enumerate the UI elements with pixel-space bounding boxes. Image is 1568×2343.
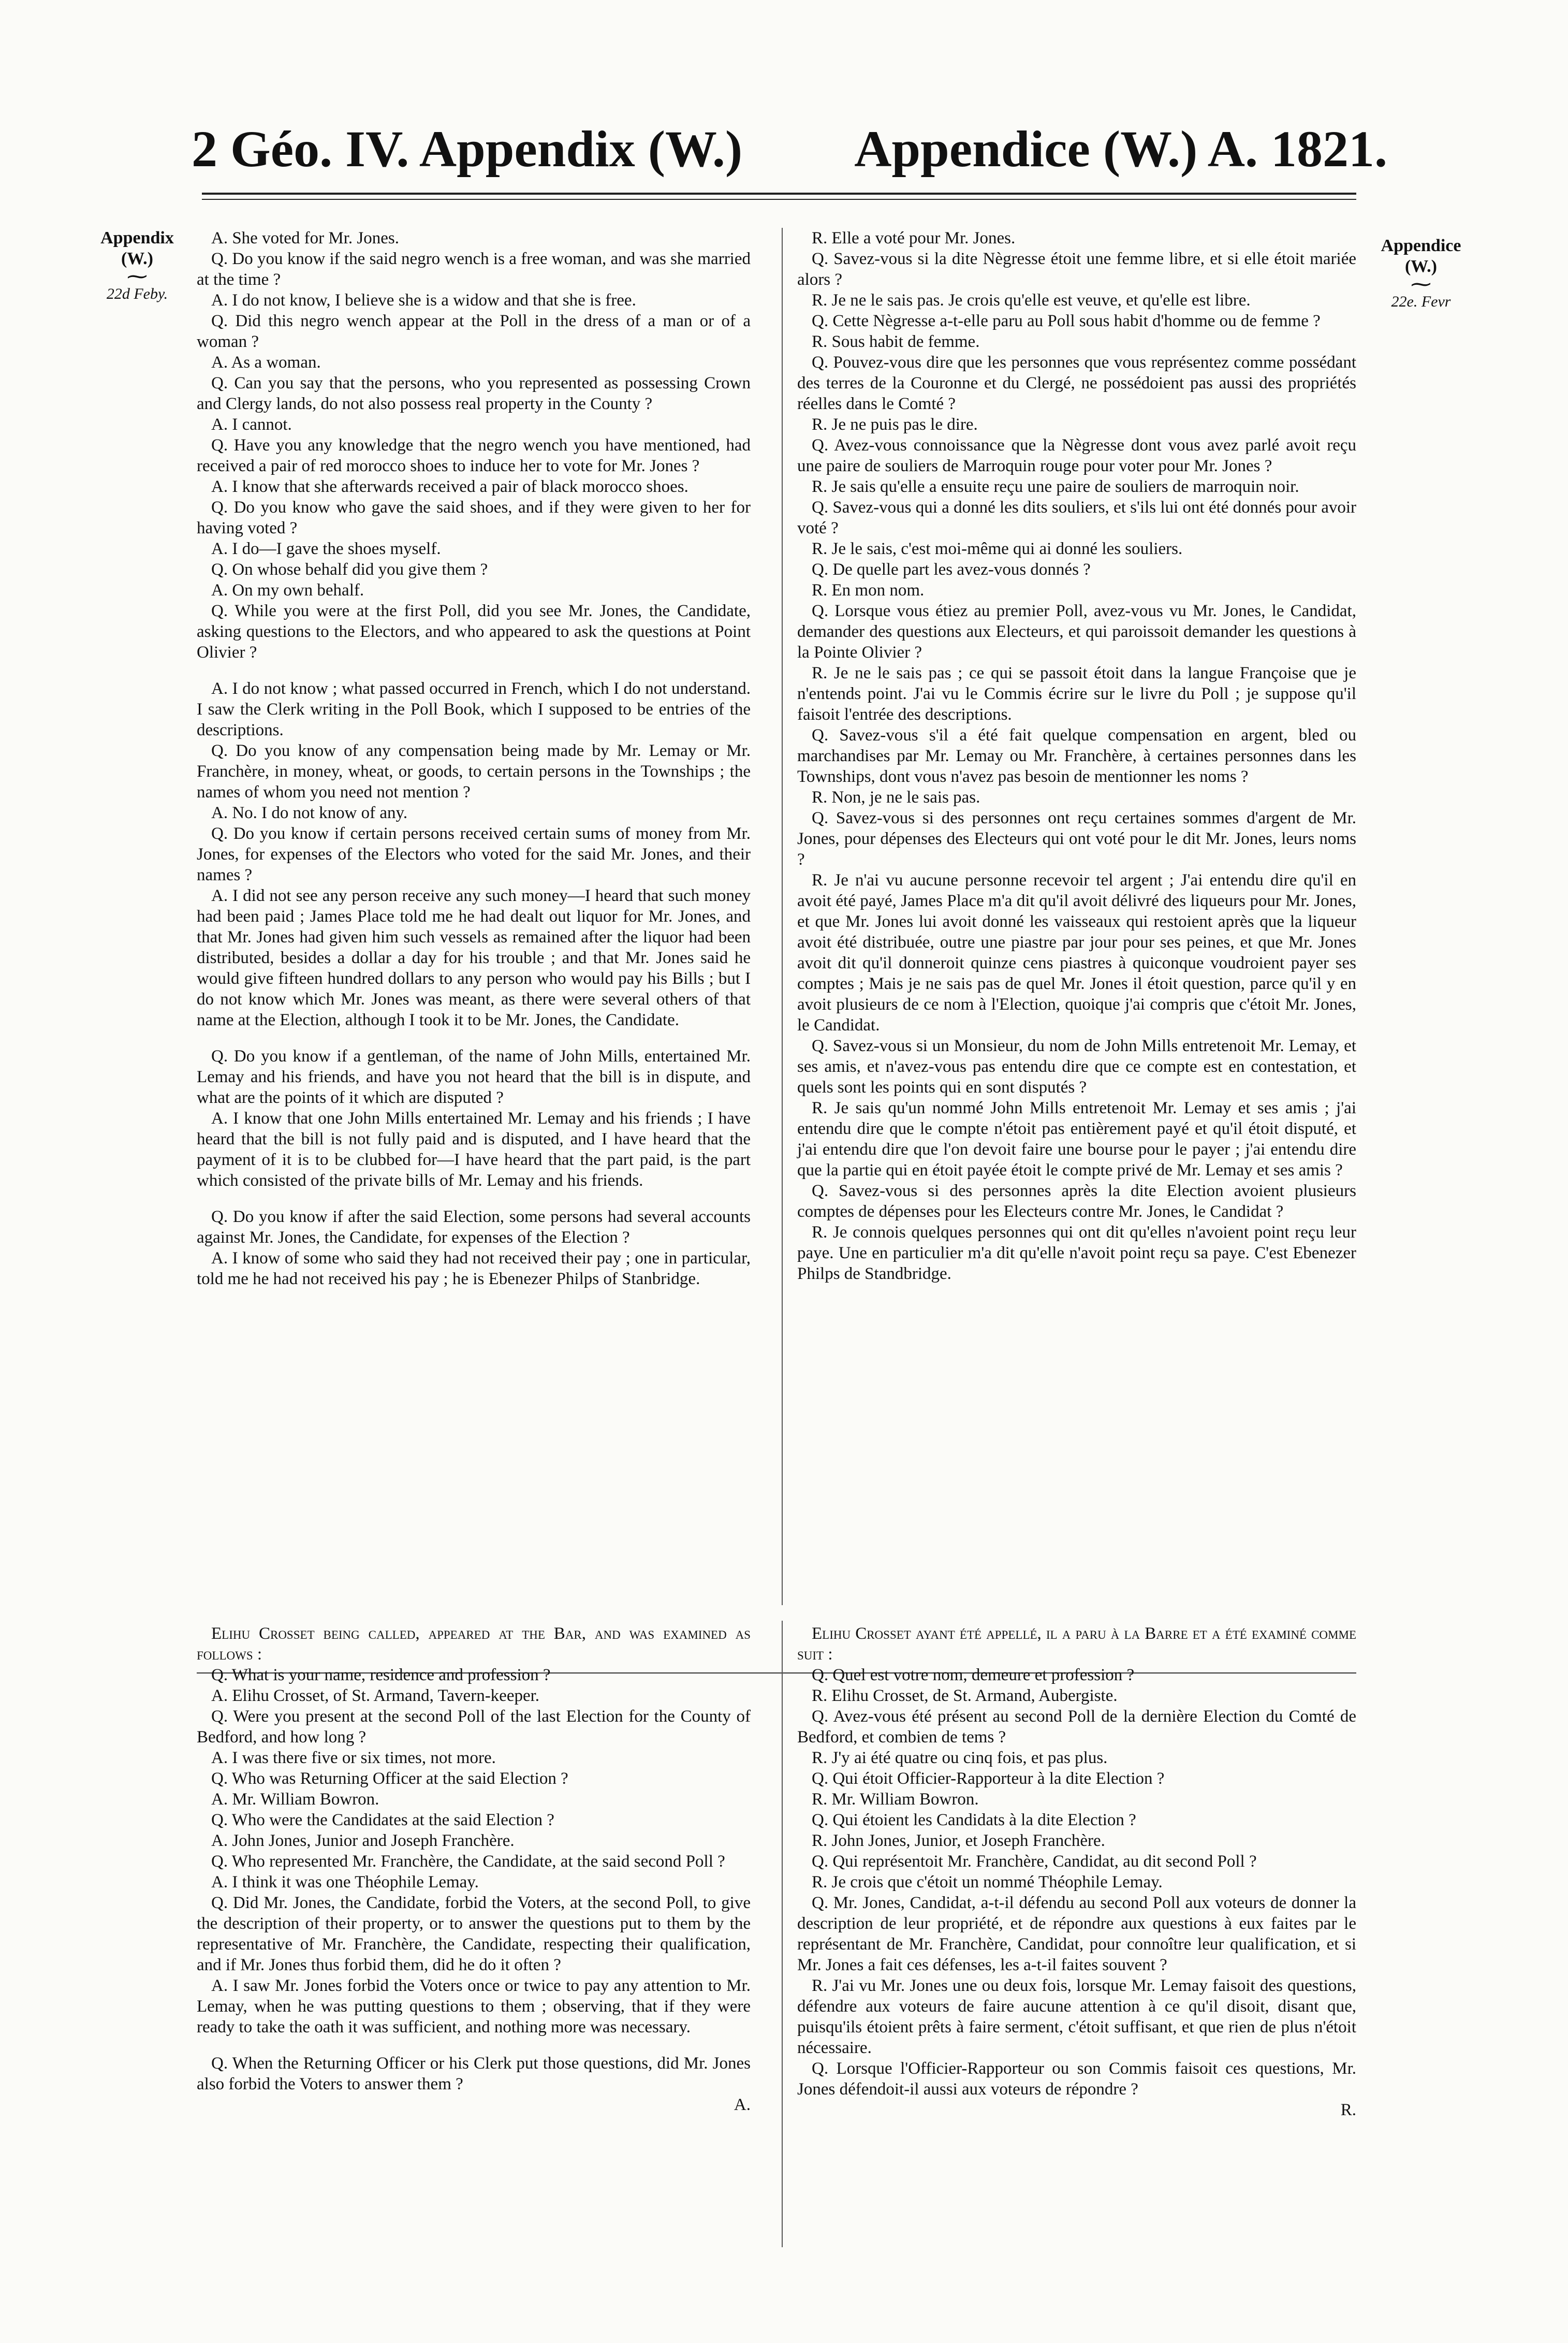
margin-left-title: Appendix [100,228,174,248]
paragraph: Q. When the Returning Officer or his Clerk put those questions, did Mr. Jones also forbid the Voters to answer them ? [197,2054,751,2093]
paragraph: R. Elihu Crosset, de St. Armand, Aubergiste. [812,1686,1118,1705]
paragraph: Q. Do you know who gave the said shoes, and if they were given to her for having voted ? [197,498,751,537]
paragraph: Q. Who were the Candidates at the said Election ? [211,1811,554,1829]
paragraph: R. Je ne puis pas le dire. [812,415,978,434]
paragraph: R. J'y ai été quatre ou cinq fois, et pas plus. [812,1749,1108,1767]
paragraph: Q. Lorsque l'Officier-Rapporteur ou son Commis faisoit ces questions, Mr. Jones défendoit-il aussi aux voteurs de répondre ? [797,2059,1356,2099]
swash-ornament-icon: ⁓ [1411,272,1431,296]
margin-note-right [1361,236,1481,312]
paragraph: Q. Qui étoit Officier-Rapporteur à la dite Election ? [812,1769,1165,1788]
paragraph: A. I saw Mr. Jones forbid the Voters once or twice to pay any attention to Mr. Lemay, when he was putting questions to them ; observing, that if they were ready to take the oath it was sufficient, and nothing more was necessary. [197,1976,751,2036]
header-rule-bottom [202,199,1356,200]
paragraph: R. Je sais qu'un nommé John Mills entretenoit Mr. Lemay et ses amis ; j'ai entendu dire que le compte n'étoit pas entièrement payé et qu'il étoit disputé, et j'ai entendu dire que l'on devoit faire une bourse pour le payer ; j'ai entendu dire que la partie qui en étoit payée étoit le compte privé de Mr. Lemay et ses amis ? [797,1099,1356,1180]
paragraph: A. I do not know, I believe she is a widow and that she is free. [211,291,636,310]
paragraph: A. Elihu Crosset, of St. Armand, Tavern-keeper. [211,1686,540,1705]
paragraph: A. John Jones, Junior and Joseph Franchère. [211,1831,515,1850]
paragraph: Q. Mr. Jones, Candidat, a-t-il défendu au second Poll aux voteurs de donner la description de leur propriété, et de répondre aux questions à eux faites par le représentant de Mr. Franchère, Candidat, pour connoître leur qualification, et si Mr. Jones a fait ces défenses, les a-t-il faites souvent ? [797,1894,1356,1974]
paragraph: A. I cannot. [211,415,292,434]
english-column-bottom [197,1623,751,2115]
paragraph: R. Je ne le sais pas ; ce qui se passoit étoit dans la langue Françoise que je n'entends point. J'ai vu le Commis écrire sur le livre du Poll ; je suppose qu'il faisoit l'entrée des descriptions. [797,664,1356,724]
paragraph: R. J'ai vu Mr. Jones une ou deux fois, lorsque Mr. Lemay faisoit des questions, défendre aux voteurs de faire aucune attention à ce qu'il disoit, disant que, puisqu'ils étoient prêts à faire serment, c'étoit suffisant, et que rien de plus n'étoit nécessaire. [797,1976,1356,2057]
margin-right-date: 22e. Fevr [1391,293,1451,310]
french-column-top [797,228,1356,1284]
paragraph: R. Sous habit de femme. [812,332,980,351]
paragraph-spacer [197,1030,751,1046]
catchword: A. [734,2095,751,2114]
paragraph: A. No. I do not know of any. [211,804,408,822]
paragraph: Q. While you were at the first Poll, did you see Mr. Jones, the Candidate, asking questions to the Electors, and who appeared to ask the questions at Point Olivier ? [197,602,751,662]
paragraph: A. As a woman. [211,353,321,372]
paragraph: Q. Pouvez-vous dire que les personnes que vous représentez comme possédant des terres de la Couronne et du Clergé, ne possédoient pas aussi des propriétés réelles dans le Comté ? [797,353,1356,413]
margin-note-left [83,228,192,304]
paragraph: Q. Have you any knowledge that the negro wench you have mentioned, had received a pair of red morocco shoes to induce her to vote for Mr. Jones ? [197,436,751,475]
french-column-bottom [797,1623,1356,2120]
paragraph: A. I think it was one Théophile Lemay. [211,1873,479,1891]
margin-right-sub: (W.) [1404,257,1438,276]
header-right: Appendice (W.) A. 1821. [854,120,1387,178]
swash-ornament-icon: ⁓ [127,265,148,288]
paragraph: A. I know that she afterwards received a pair of black morocco shoes. [211,477,688,496]
paragraph: A. I do—I gave the shoes myself. [211,540,441,558]
paragraph: Q. Can you say that the persons, who you represented as possessing Crown and Clergy lands, do not also possess real property in the County ? [197,374,751,413]
margin-left-date: 22d Feby. [106,285,168,302]
paragraph: A. I do not know ; what passed occurred in French, which I do not understand. I saw the Clerk writing in the Poll Book, which I supposed to be entries of the descriptions. [197,679,751,739]
paragraph: Q. Did this negro wench appear at the Poll in the dress of a man or of a woman ? [197,312,751,351]
paragraph: A. On my own behalf. [211,581,364,600]
paragraph: Q. Lorsque vous étiez au premier Poll, avez-vous vu Mr. Jones, le Candidat, demander des questions aux Electeurs, et qui paroissoit demander les questions à la Pointe Olivier ? [797,602,1356,662]
paragraph: Q. Do you know of any compensation being made by Mr. Lemay or Mr. Franchère, in money, wheat, or goods, to certain persons in the Townships ; the names of whom you need not mention ? [197,741,751,802]
paragraph: Q. Who represented Mr. Franchère, the Candidate, at the said second Poll ? [211,1852,725,1871]
column-divider-top [782,228,783,1605]
paragraph: R. Je n'ai vu aucune personne recevoir tel argent ; J'ai entendu dire qu'il en avoit été payé, James Place m'a dit qu'il avoit délivré des liqueurs pour Mr. Jones, et que Mr. Jones lui avoit donné les vaisseaux qui restoient après que la liqueur avoit été distribuée, outre une piastre par jour pour ses peines, et que Mr. Jones avoit dit qu'il donneroit quinze cens piastres à quiconque voudroient payer ses comptes ; Mais je ne sais pas de quel Mr. Jones il étoit question, parce qu'il y en avoit plusieurs de ce nom à l'Election, quoique j'ai compris que c'étoit Mr. Jones, le Candidat. [797,871,1356,1035]
paragraph: Q. De quelle part les avez-vous donnés ? [812,560,1091,579]
paragraph: R. Elle a voté pour Mr. Jones. [812,229,1016,248]
paragraph: Q. Savez-vous si des personnes ont reçu certaines sommes d'argent de Mr. Jones, pour dépenses des Electeurs qui ont voté pour le dit Mr. Jones, leurs noms ? [797,809,1356,869]
paragraph: Q. Avez-vous été présent au second Poll de la dernière Election du Comté de Bedford, et combien de tems ? [797,1707,1356,1747]
paragraph: Q. Savez-vous si un Monsieur, du nom de John Mills entretenoit Mr. Lemay, et ses amis, et n'avez-vous pas entendu dire que ce compte est en contestation, et quels sont les points qui en sont disputés ? [797,1037,1356,1097]
paragraph: Q. Were you present at the second Poll of the last Election for the County of Bedford, and how long ? [197,1707,751,1747]
margin-right-title: Appendice [1381,236,1461,255]
paragraph: Q. Savez-vous qui a donné les dits souliers, et s'ils lui ont été donnés pour avoir voté ? [797,498,1356,537]
paragraph: R. John Jones, Junior, et Joseph Franchère. [812,1831,1105,1850]
paragraph: R. Je ne le sais pas. Je crois qu'elle est veuve, et qu'elle est libre. [812,291,1251,310]
paragraph: Q. Did Mr. Jones, the Candidate, forbid the Voters, at the second Poll, to give the description of their property, or to answer the questions put to them by the representative of Mr. Franchère, the Candidate, respecting their qualification, and if Mr. Jones thus forbid them, did he do it often ? [197,1894,751,1974]
paragraph: A. I was there five or six times, not more. [211,1749,496,1767]
paragraph: A. I did not see any person receive any such money—I heard that such money had been paid ; James Place told me he had dealt out liquor for Mr. Jones, and that Mr. Jones had given him such vessels as remained after the liquor had been distributed, besides a dollar a day for his trouble ; and that Mr. Jones said he would give fifteen hundred dollars to any person who would pay his Bills ; but I do not know which Mr. Jones was meant, as there were several others of that name at the Election, although I took it to be Mr. Jones, the Candidate. [197,886,751,1029]
paragraph: R. Je sais qu'elle a ensuite reçu une paire de souliers de marroquin noir. [812,477,1299,496]
paragraph: Q. Do you know if certain persons received certain sums of money from Mr. Jones, for expenses of the Electors who voted for the said Mr. Jones, and their names ? [197,824,751,884]
paragraph: R. Je le sais, c'est moi-même qui ai donné les souliers. [812,540,1183,558]
paragraph: Elihu Crosset ayant été appellé, il a paru à la Barre et a été examiné comme suit : [797,1624,1356,1664]
paragraph: Q. Qui étoient les Candidats à la dite Election ? [812,1811,1136,1829]
paragraph: A. I know that one John Mills entertained Mr. Lemay and his friends ; I have heard that the bill is not fully paid and is disputed, and I have heard that the payment of it is to be clubbed for—I have heard that the part paid, is the part which consisted of the private bills of Mr. Lemay and his friends. [197,1109,751,1190]
paragraph: Q. Do you know if a gentleman, of the name of John Mills, entertained Mr. Lemay and his friends, and have you not heard that the bill is in dispute, and what are the points of it which are disputed ? [197,1047,751,1107]
paragraph: Q. Do you know if the said negro wench is a free woman, and was she married at the time ? [197,250,751,289]
paragraph: Q. Avez-vous connoissance que la Nègresse dont vous avez parlé avoit reçu une paire de souliers de Marroquin rouge pour voter pour Mr. Jones ? [797,436,1356,475]
paragraph: Q. Qui représentoit Mr. Franchère, Candidat, au dit second Poll ? [812,1852,1257,1871]
paragraph: Q. Do you know if after the said Election, some persons had several accounts against Mr. Jones, the Candidate, for expenses of the Election ? [197,1207,751,1247]
paragraph-spacer [197,1191,751,1206]
paragraph-spacer [197,663,751,678]
paragraph: Q. On whose behalf did you give them ? [211,560,488,579]
paragraph: Q. Cette Nègresse a-t-elle paru au Poll sous habit d'homme ou de femme ? [812,312,1321,330]
paragraph: Q. What is your name, residence and profession ? [211,1666,551,1684]
paragraph: R. Je connois quelques personnes qui ont dit qu'elles n'avoient point reçu leur paye. Une en particulier m'a dit qu'elle n'avoit point reçu sa paye. C'est Ebenezer Philps de Standbridge. [797,1223,1356,1283]
paragraph: Elihu Crosset being called, appeared at the Bar, and was examined as follows : [197,1624,751,1664]
paragraph: Q. Who was Returning Officer at the said Election ? [211,1769,568,1788]
header-left: 2 Géo. IV. Appendix (W.) [192,120,743,178]
paragraph: Q. Savez-vous si la dite Nègresse étoit une femme libre, et si elle étoit mariée alors ? [797,250,1356,289]
header-rule-top [202,193,1356,195]
paragraph: R. Non, je ne le sais pas. [812,788,980,807]
paragraph-spacer [197,2038,751,2053]
paragraph: Q. Savez-vous s'il a été fait quelque compensation en argent, bled ou marchandises par Mr. Lemay ou Mr. Franchère, à certaines personnes dans les Townships, dont vous n'avez pas besoin de mentionner les noms ? [797,726,1356,786]
paragraph: A. She voted for Mr. Jones. [211,229,399,248]
paragraph: R. Je crois que c'étoit un nommé Théophile Lemay. [812,1873,1163,1891]
column-divider-bottom [782,1621,783,2247]
paragraph: Q. Savez-vous si des personnes après la dite Election avoient plusieurs comptes de dépenses pour les Electeurs contre Mr. Jones, le Candidat ? [797,1182,1356,1221]
paragraph: Q. Quel est votre nom, demeure et profession ? [812,1666,1135,1684]
paragraph: R. Mr. William Bowron. [812,1790,979,1809]
english-column-top [197,228,751,1289]
catchword: R. [1340,2101,1356,2119]
margin-left-sub: (W.) [121,249,154,268]
paragraph: R. En mon nom. [812,581,925,600]
paragraph: A. I know of some who said they had not received their pay ; one in particular, told me he had not received his pay ; he is Ebenezer Philps of Stanbridge. [197,1249,751,1288]
page-header [176,118,1398,180]
paragraph: A. Mr. William Bowron. [211,1790,379,1809]
